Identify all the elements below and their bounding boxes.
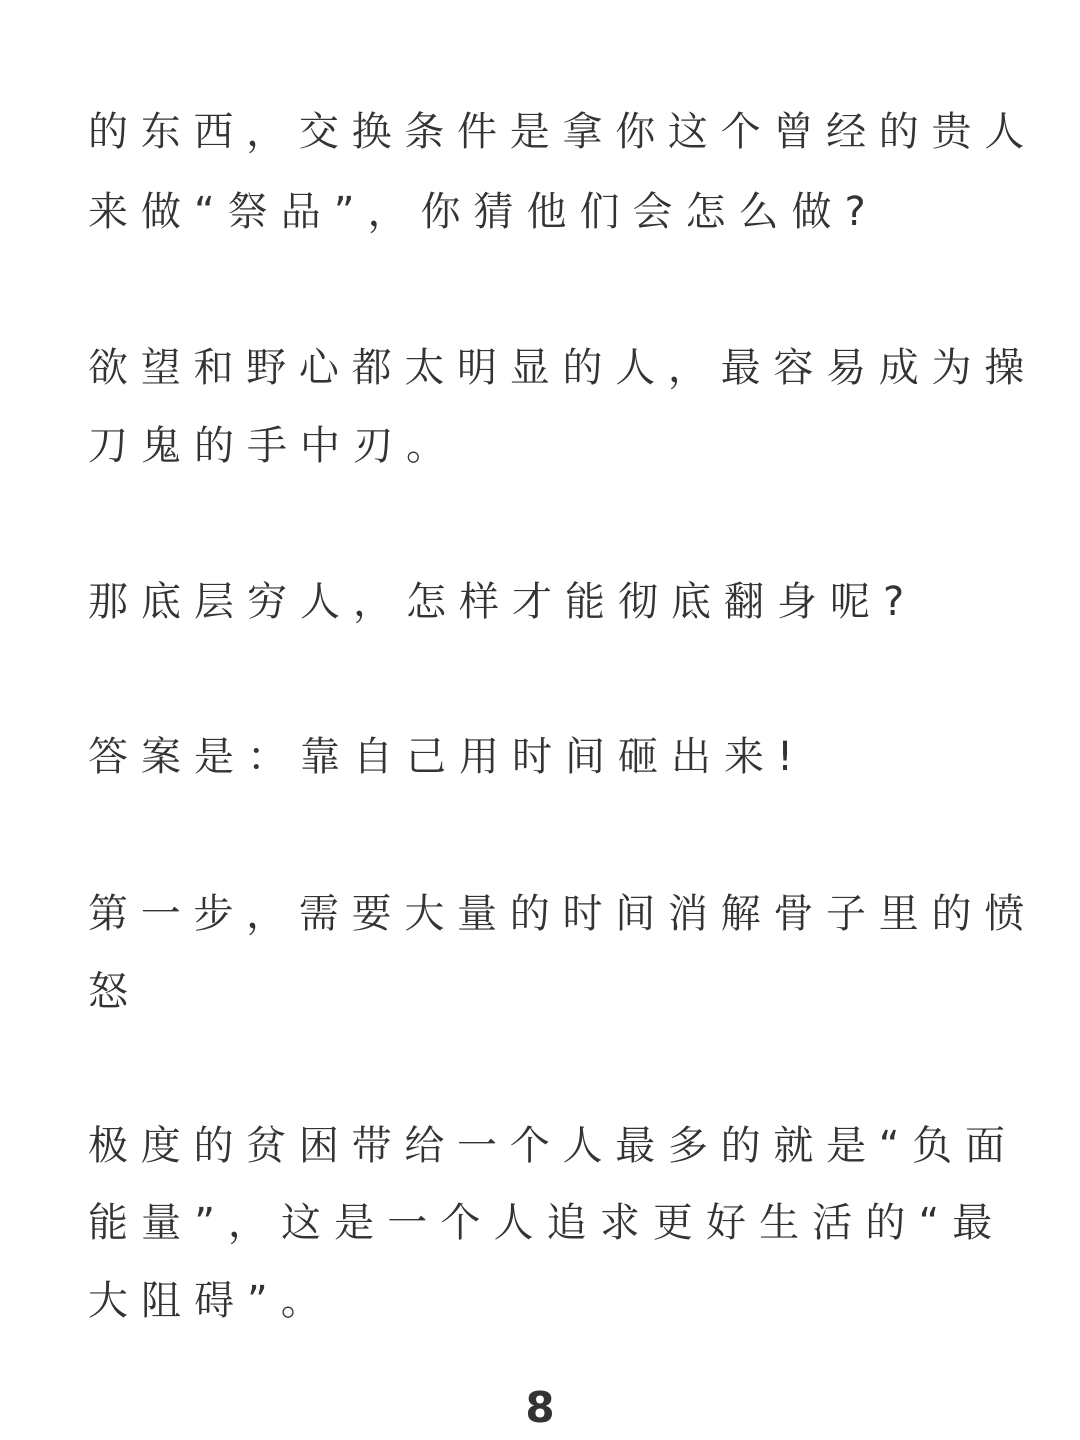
paragraph-5-line-1: 第 一 步 ， 需 要 大 量 的 时 间 消 解 骨 子 里 的 愤 — [88, 891, 1025, 937]
paragraph-4-line-1: 答案是：靠自己用时间砸出来! — [88, 734, 807, 780]
page-number: 8 — [525, 1383, 555, 1432]
paragraph-6-line-1: 极 度 的 贫 困 带 给 一 个 人 最 多 的 就 是 “ 负 面 — [88, 1123, 1005, 1169]
paragraph-3-line-1: 那底层穷人，怎样才能彻底翻身呢? — [88, 579, 918, 625]
paragraph-6-line-2: 能 量 ” ， 这 是 一 个 人 追 求 更 好 生 活 的 “ 最 — [88, 1200, 993, 1246]
paragraph-5-line-2: 怒 — [88, 969, 141, 1015]
paragraph-2-line-1: 欲 望 和 野 心 都 太 明 显 的 人 ， 最 容 易 成 为 操 — [88, 345, 1025, 391]
paragraph-1-line-2: 来做“祭品”，你猜他们会怎么做? — [88, 189, 879, 235]
paragraph-1-line-1: 的 东 西 ， 交 换 条 件 是 拿 你 这 个 曾 经 的 贵 人 — [88, 109, 1025, 155]
paragraph-6-line-3: 大阻碍”。 — [88, 1278, 334, 1324]
paragraph-2-line-2: 刀鬼的手中刃。 — [88, 423, 459, 469]
